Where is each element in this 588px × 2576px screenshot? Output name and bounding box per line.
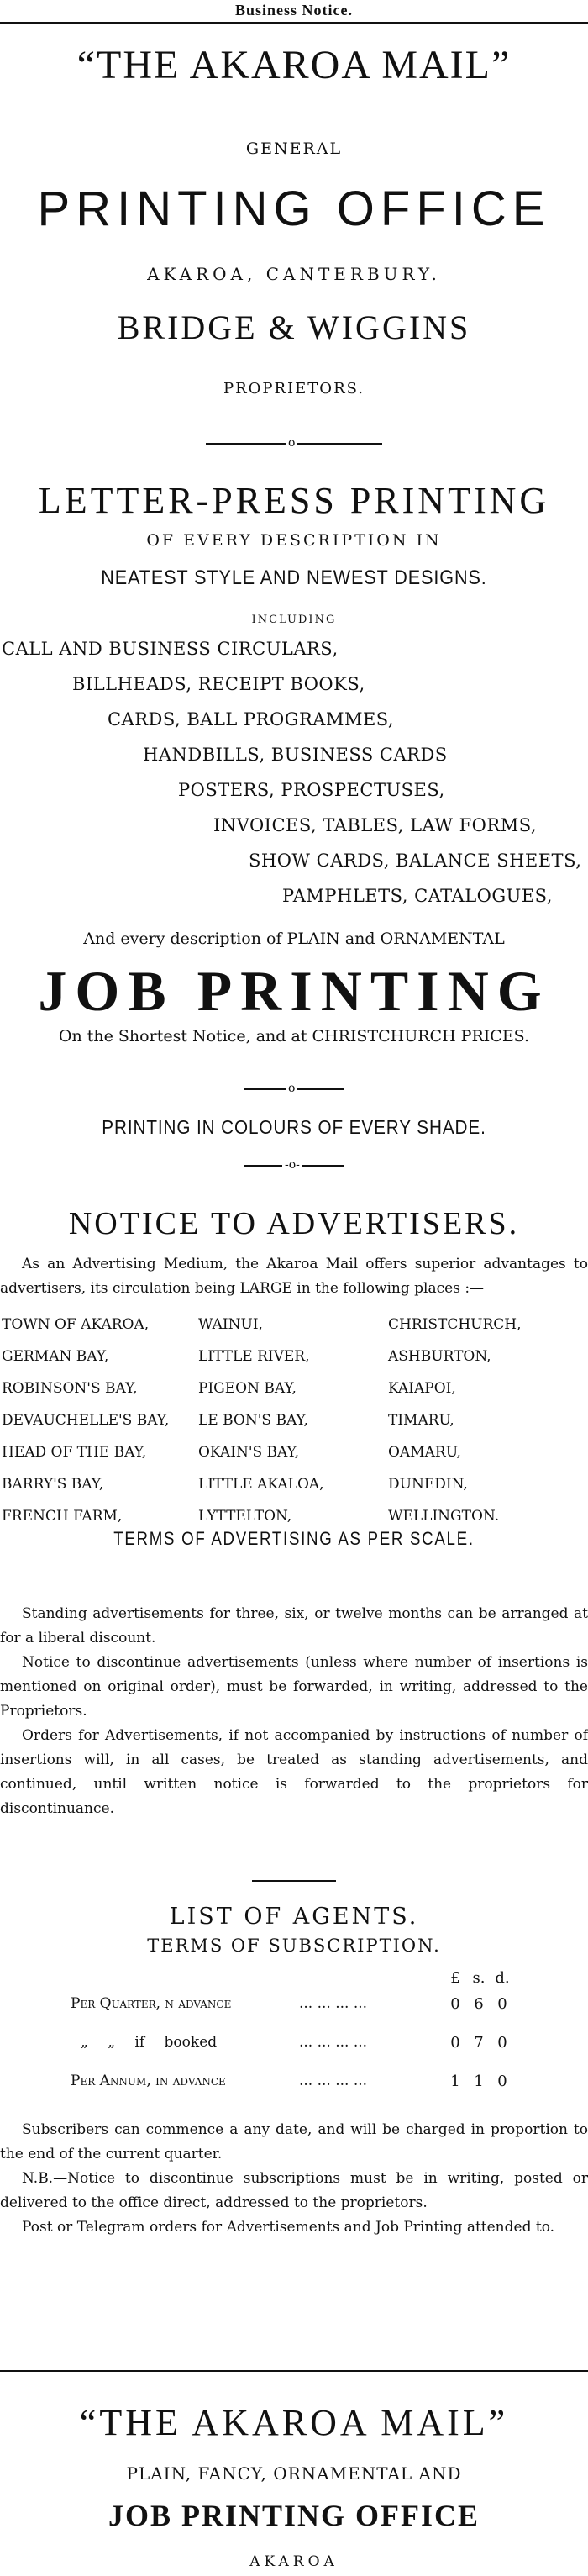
footer-title: “THE AKAROA MAIL” <box>79 2402 509 2443</box>
masthead-location: AKAROA, CANTERBURY. <box>147 264 441 284</box>
place-name: GERMAN BAY, <box>2 1348 109 1365</box>
header-rule <box>0 22 588 24</box>
list-item: SHOW CARDS, BALANCE SHEETS, <box>249 851 582 871</box>
rate-pounds: 0 <box>450 2034 460 2052</box>
letterpress-neatest: NEATEST STYLE AND NEWEST DESIGNS. <box>101 566 487 589</box>
place-name: ASHBURTON, <box>388 1348 491 1365</box>
job-printing-shortest: On the Shortest Notice, and at CHRISTCHURCH PRICES. <box>58 1027 530 1046</box>
place-name: DUNEDIN, <box>388 1476 468 1493</box>
section-rule <box>252 1880 336 1882</box>
rate-shillings: 7 <box>474 2034 484 2052</box>
rate-pence: 0 <box>497 1995 507 2013</box>
place-name: FRENCH FARM, <box>2 1508 123 1525</box>
list-item: POSTERS, PROSPECTUSES, <box>178 780 445 800</box>
colours-line: PRINTING IN COLOURS OF EVERY SHADE. <box>102 1116 486 1138</box>
rule-ornament-icon: o <box>286 437 297 449</box>
rule-ornament-icon: -o- <box>282 1159 302 1171</box>
footer-plain-fancy: PLAIN, FANCY, ORNAMENTAL AND <box>126 2463 462 2484</box>
rate-dots: ... ... ... ... <box>299 2073 368 2089</box>
notice-title: NOTICE TO ADVERTISERS. <box>68 1206 520 1241</box>
rate-shillings: 1 <box>474 2073 484 2090</box>
rule-ornament-icon: o <box>286 1083 297 1094</box>
list-item: CARDS, BALL PROGRAMMES, <box>108 709 395 730</box>
currency-pounds: £ <box>450 1969 460 1987</box>
rate-pence: 0 <box>497 2073 507 2090</box>
masthead-printing-office: PRINTING OFFICE <box>37 182 551 236</box>
letterpress-title: LETTER-PRESS PRINTING <box>38 480 550 521</box>
place-name: LITTLE AKALOA, <box>198 1476 324 1493</box>
masthead-general: GENERAL <box>245 140 343 158</box>
rate-pounds: 0 <box>450 1995 460 2013</box>
letterpress-of-every: OF EVERY DESCRIPTION IN <box>146 531 442 550</box>
subscription-paragraph: Subscribers can commence a any date, and will be charged in proportion to the end of the current quarter. <box>0 2121 588 2162</box>
place-name: DEVAUCHELLE'S BAY, <box>2 1412 170 1429</box>
list-item: BILLHEADS, RECEIPT BOOKS, <box>72 674 365 694</box>
place-name: HEAD OF THE BAY, <box>2 1444 147 1461</box>
masthead-title: “THE AKAROA MAIL” <box>76 43 512 87</box>
subscription-terms-title: TERMS OF SUBSCRIPTION. <box>147 1936 441 1956</box>
place-name: WELLINGTON. <box>388 1508 500 1525</box>
currency-shillings: s. <box>472 1969 486 1987</box>
list-item: CALL AND BUSINESS CIRCULARS, <box>2 639 339 659</box>
rate-label: „ „ if booked <box>81 2034 218 2051</box>
footer-divider <box>0 2370 588 2372</box>
subscription-paragraphs <box>0 2118 588 2240</box>
list-item: INVOICES, TABLES, LAW FORMS, <box>213 815 538 835</box>
place-name: TIMARU, <box>388 1412 454 1429</box>
rate-dots: ... ... ... ... <box>299 2034 368 2051</box>
rate-pounds: 1 <box>450 2073 460 2090</box>
notice-intro <box>0 1252 588 1301</box>
letterpress-including: INCLUDING <box>251 614 337 626</box>
place-name: BARRY'S BAY, <box>2 1476 104 1493</box>
place-name: TOWN OF AKAROA, <box>2 1316 150 1333</box>
notice-paragraphs <box>0 1602 588 1821</box>
place-name: WAINUI, <box>198 1316 263 1333</box>
letterpress-and-every: And every description of PLAIN and ORNAMENTAL <box>83 930 505 948</box>
rate-label: Per Annum, in advance <box>71 2073 226 2089</box>
footer-akaroa: AKAROA <box>249 2553 339 2570</box>
notice-paragraph: Orders for Advertisements, if not accompanied by instructions of number of insertions will, in all cases, be treated as standing advertisements, and continued, until written notice is forwarded to the proprietors for discontinuance. <box>0 1727 588 1817</box>
masthead-firm: BRIDGE & WIGGINS <box>117 308 471 346</box>
subscription-paragraph: Post or Telegram orders for Advertisements and Job Printing attended to. <box>22 2219 555 2236</box>
list-item: HANDBILLS, BUSINESS CARDS <box>143 745 448 765</box>
place-name: OAMARU, <box>388 1444 461 1461</box>
notice-paragraph: Standing advertisements for three, six, or twelve months can be arranged at for a liberal discount. <box>0 1605 588 1646</box>
place-name: CHRISTCHURCH, <box>388 1316 522 1333</box>
rate-label: Per Quarter, n advance <box>71 1995 232 2012</box>
place-name: OKAIN'S BAY, <box>198 1444 300 1461</box>
rate-pence: 0 <box>497 2034 507 2052</box>
place-name: PIGEON BAY, <box>198 1380 297 1397</box>
place-name: LITTLE RIVER, <box>198 1348 310 1365</box>
agents-title: LIST OF AGENTS. <box>169 1904 419 1930</box>
place-name: LE BON'S BAY, <box>198 1412 308 1429</box>
notice-paragraph: Notice to discontinue advertisements (unless where number of insertions is mentioned on original order), must be forwarded, in writing, addressed to the Proprietors. <box>0 1654 588 1720</box>
place-name: KAIAPOI, <box>388 1380 456 1397</box>
place-name: ROBINSON'S BAY, <box>2 1380 138 1397</box>
masthead-proprietors: PROPRIETORS. <box>223 380 365 398</box>
rate-shillings: 6 <box>474 1995 484 2013</box>
rate-dots: ... ... ... ... <box>299 1995 368 2012</box>
subscription-paragraph: N.B.—Notice to discontinue subscriptions must be in writing, posted or delivered to the office direct, addressed to the proprietors. <box>0 2170 588 2211</box>
notice-intro-text: As an Advertising Medium, the Akaroa Mail offers superior advantages to advertisers, its circulation being LARGE in the following places :— <box>0 1256 588 1297</box>
list-item: PAMPHLETS, CATALOGUES, <box>282 886 553 906</box>
footer-job-office: JOB PRINTING OFFICE <box>108 2499 480 2532</box>
place-name: LYTTELTON, <box>198 1508 292 1525</box>
job-printing-title: JOB PRINTING <box>38 959 550 1023</box>
currency-pence: d. <box>495 1969 510 1987</box>
page-header: Business Notice. <box>234 2 353 18</box>
advertising-terms: TERMS OF ADVERTISING AS PER SCALE. <box>113 1528 475 1549</box>
